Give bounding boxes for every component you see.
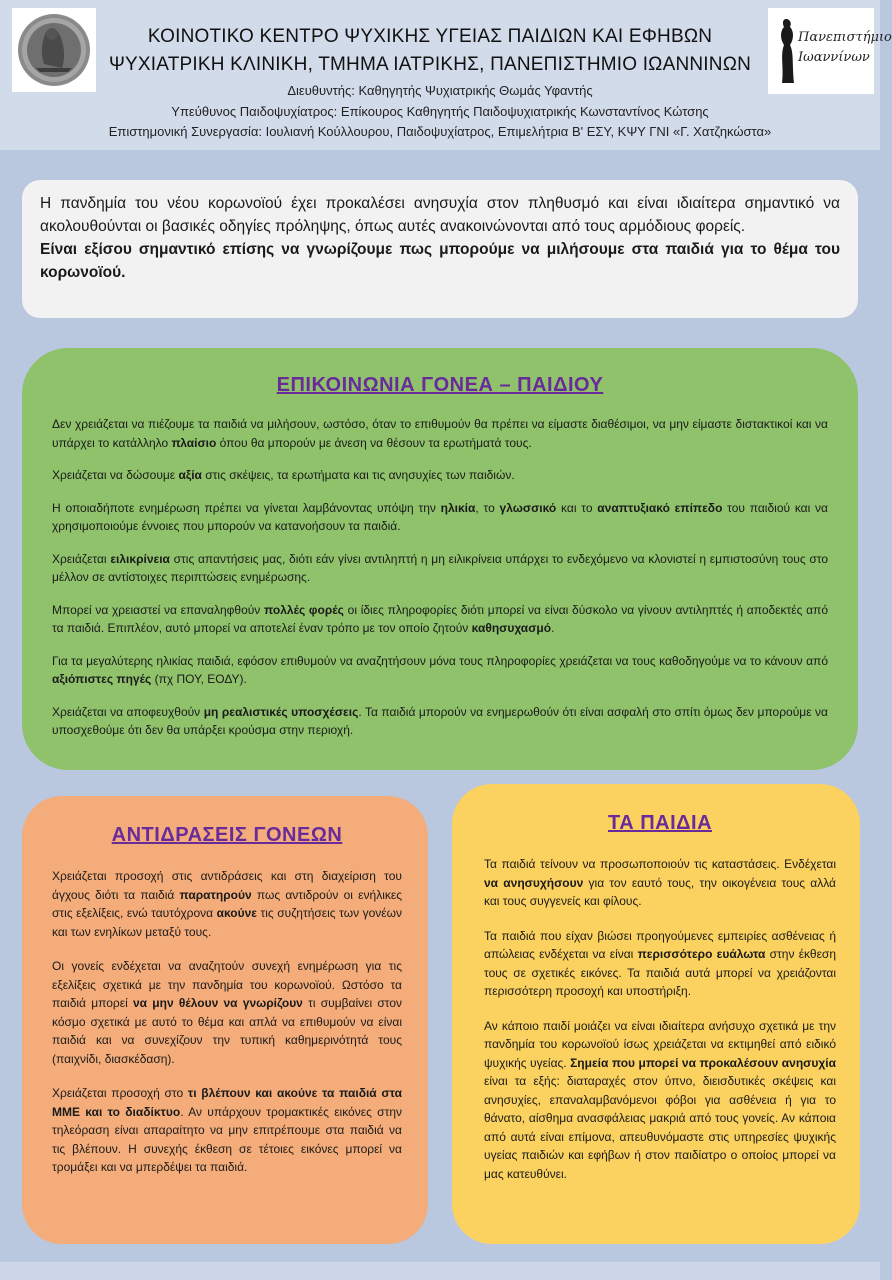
communication-paragraph: Χρειάζεται να αποφευχθούν μη ρεαλιστικές υποσχέσεις. Τα παιδιά μπορούν να ενημερωθούν ότι είναι ασφαλή στο σπίτι όμως δεν μπορούμε να υποσχεθούμε ότι δεν θα υπάρξει κρούσμα στην περιοχή.	[52, 704, 828, 737]
parents-paragraph: Χρειάζεται προσοχή στο τι βλέπουν και ακούνε τα παιδιά στα ΜΜΕ και το διαδίκτυο. Αν υπάρχουν τρομακτικές εικόνες στην τηλεόραση είναι απαραίτητο να μην επιτρέπουμε στα παιδιά να τις βλέπουν. Η συνεχής έκθεση σε τέτοιες εικόνες μπορεί να τρομάξει και να μπερδέψει τα παιδιά.	[52, 1086, 402, 1174]
children-paragraph: Τα παιδιά τείνουν να προσωποποιούν τις καταστάσεις. Ενδέχεται να ανησυχήσουν για τον εαυτό τους, την οικογένεια τους αλλά και τους συγγενείς και φίλους.	[484, 857, 836, 908]
intro-bold-text: Είναι εξίσου σημαντικό επίσης να γνωρίζουμε πως μπορούμε να μιλήσουμε στα παιδιά για το θέμα του κορωνοϊού.	[40, 241, 840, 281]
communication-paragraph: Για τα μεγαλύτερης ηλικίας παιδιά, εφόσον επιθυμούν να αναζητήσουν μόνα τους πληροφορίες χρειάζεται να τους καθοδηγούμε να το κάνουν από αξιόπιστες πηγές (πχ ΠΟΥ, ΕΟΔΥ).	[52, 653, 828, 686]
parents-title: ΑΝΤΙΔΡΑΣΕΙΣ ΓΟΝΕΩΝ	[111, 824, 343, 846]
intro-text: Η πανδημία του νέου κορωνοϊού έχει προκαλέσει ανησυχία στον πληθυσμό και είναι ιδιαίτερα σημαντικό να ακολουθούνται οι βασικές οδηγίες πρόληψης, όπως αυτές ανακοινώνονται από τους αρμόδιους φορείς.	[40, 195, 840, 235]
communication-paragraph: Μπορεί να χρειαστεί να επαναληφθούν πολλές φορές οι ίδιες πληροφορίες διότι μπορεί να είναι δύσκολο να γίνουν αντιληπτές ή αποδεκτές από τα παιδιά. Επιπλέον, αυτό μπορεί να αποτελεί έναν τρόπο με τον οποίο ζητούν καθησυχασμό.	[52, 602, 829, 635]
parents-paragraph: Οι γονείς ενδέχεται να αναζητούν συνεχή ενημέρωση για τις εξελίξεις σχετικά με την πανδημία του κορωνοϊού. Ωστόσο τα παιδιά μπορεί να μην θέλουν να γνωρίζουν τι συμβαίνει στον κόσμο σχετικά με αυτό το θέμα και απλά να επιθυμούν να είναι παιδιά και να συνεχίζουν την τυπική καθημερινότητά τους (παιχνίδι, διασκέδαση).	[52, 959, 403, 1066]
university-logo-line1: Πανεπιστήμιο	[798, 30, 892, 45]
collaboration-line: Επιστημονική Συνεργασία: Ιουλιανή Κούλλουρου, Παιδοψυχίατρος, Επιμελήτρια Β' ΕΣΥ, ΚΨΥ ΓΝΙ «Γ. Χατζηκώστα»	[108, 124, 772, 139]
children-section	[452, 784, 860, 1244]
communication-paragraph: Η οποιαδήποτε ενημέρωση πρέπει να γίνεται λαμβάνοντας υπόψη την ηλικία, το γλωσσικό και το αναπτυξιακό επίπεδο του παιδιού και να χρησιμοποιούμε έννοιες που μπορούν να κατανοήσουν τα παιδιά.	[52, 500, 828, 533]
university-logo-line2: Ιωαννίνων	[798, 50, 870, 65]
director-line: Διευθυντής: Καθηγητής Ψυχιατρικής Θωμάς Υφαντής	[287, 83, 593, 98]
communication-paragraph: Χρειάζεται ειλικρίνεια στις απαντήσεις μας, διότι εάν γίνει αντιληπτή η μη ειλικρίνεια υπάρχει το ενδεχόμενο να κλονιστεί η εμπιστοσύνη τους στο μέλλον σε αντίστοιχες περιπτώσεις ενημέρωσης.	[52, 551, 828, 584]
communication-paragraph: Δεν χρειάζεται να πιέζουμε τα παιδιά να μιλήσουν, ωστόσο, όταν το επιθυμούν θα πρέπει να είμαστε διαθέσιμοι, να μην είμαστε διστακτικοί και να υπάρχει το κατάλληλο πλαίσιο όπου θα μπορούν με άνεση να θέσουν τα ερωτήματά τους.	[52, 417, 828, 450]
header	[0, 0, 892, 150]
footer-strip	[0, 1262, 880, 1280]
communication-paragraph: Χρειάζεται να δώσουμε αξία στις σκέψεις, τα ερωτήματα και τις ανησυχίες των παιδιών.	[52, 468, 515, 482]
department-title: ΨΥΧΙΑΤΡΙΚΗ ΚΛΙΝΙΚΗ, ΤΜΗΜΑ ΙΑΤΡΙΚΗΣ, ΠΑΝΕΠΙΣΤΗΜΙΟ ΙΩΑΝΝΙΝΩΝ	[108, 54, 752, 75]
university-logo-icon	[768, 8, 892, 94]
clinic-title: ΚΟΙΝΟΤΙΚΟ ΚΕΝΤΡΟ ΨΥΧΙΚΗΣ ΥΓΕΙΑΣ ΠΑΙΔΙΩΝ ΚΑΙ ΕΦΗΒΩΝ	[147, 26, 713, 47]
intro-box	[22, 180, 858, 318]
communication-title: ΕΠΙΚΟΙΝΩΝΙΑ ΓΟΝΕΑ – ΠΑΙΔΙΟΥ	[276, 374, 604, 396]
children-paragraph: Τα παιδιά που είχαν βιώσει προηγούμενες εμπειρίες ασθένειας ή απώλειας ενδέχεται να είναι περισσότερο ευάλωτα στην έκθεση τους σε σχετικές εικόνες. Τα παιδιά αυτά μπορεί να χρειάζονται περισσότερη προσοχή και υποστήριξη.	[484, 928, 837, 998]
parents-section	[22, 796, 428, 1244]
university-logo-text	[798, 28, 892, 68]
responsible-line: Υπεύθυνος Παιδοψυχίατρος: Επίκουρος Καθηγητής Παιδοψυχιατρικής Κωνσταντίνος Κώτσης	[171, 104, 709, 119]
ancient-coin-icon	[12, 8, 96, 92]
children-title: ΤΑ ΠΑΙΔΙΑ	[607, 812, 713, 834]
communication-section	[22, 348, 858, 770]
children-paragraph: Αν κάποιο παιδί μοιάζει να είναι ιδιαίτερα ανήσυχο σχετικά με την πανδημία του κορωνοϊού ίσως χρειάζεται να εκτιμηθεί από ειδικό ψυχικής υγείας. Σημεία που μπορεί να προκαλέσουν ανησυχία είναι τα εξής: διαταραχές στον ύπνο, διεισδυτικές σκέψεις και ανησυχίες, επαναλαμβανόμενοι φόβοι για ασθένεια ή για το θάνατο, αίσθημα ανασφάλειας μακριά από τους γονείς. Αν κάποια από αυτά είναι επίμονα, απευθυνόμαστε στις υπηρεσίες ψυχικής υγείας παιδιών και εφήβων ή στον παιδίατρο ο οποίος μπορεί να μας κατευθύνει.	[484, 1018, 836, 1181]
parents-paragraph: Χρειάζεται προσοχή στις αντιδράσεις και στη διαχείριση του άγχους διότι τα παιδιά παρατηρούν πως αντιδρούν οι ενήλικες στις εξελίξεις, ενώ ταυτόχρονα ακούνε τις συζητήσεις των γονέων και των ενηλίκων μεταξύ τους.	[52, 869, 402, 939]
